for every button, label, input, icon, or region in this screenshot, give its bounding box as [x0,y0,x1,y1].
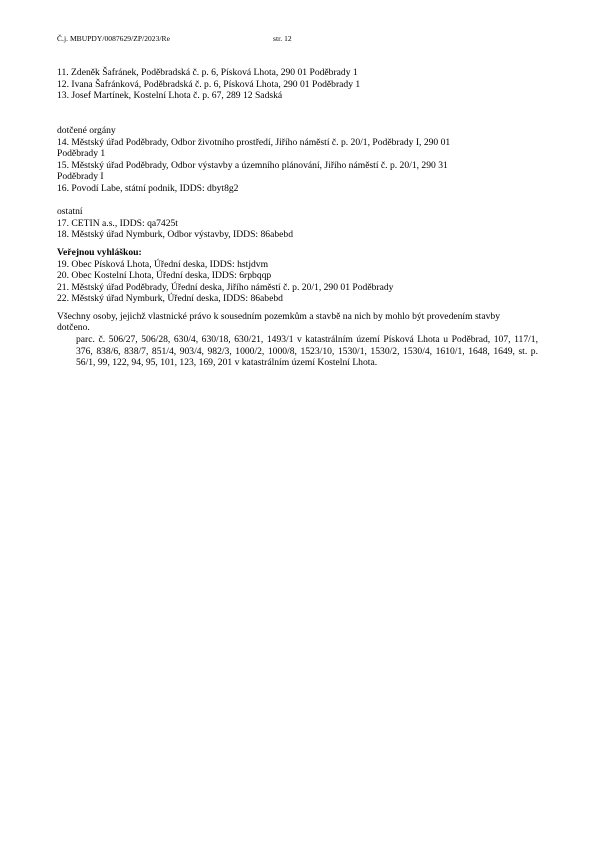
section-title: Veřejnou vyhláškou: [57,246,142,258]
document-reference: Č.j. MBUPDY/0087629/ZP/2023/Re [57,34,170,43]
recipient-group-dotcene [57,125,538,195]
recipient-line: 16. Povodí Labe, státní podnik, IDDS: dbyt8g2 [57,182,239,194]
parcel-list: parc. č. 506/27, 506/28, 630/4, 630/18, 630/21, 1493/1 v katastrálním území Písková Lhota u Poděbrad, 107, 117/1, 376, 838/6, 838/7, 851/4, 903/4, 982/3, 1000/2, 1000/8, 1523/10, 1530/1, 1530/2, 1530/4, 1610/1, 1648, 1649, st. p. 56/1, 99, 122, 94, 95, 101, 123, 169, 201 v katastrálním území Kostelní Lhota. [76,334,538,369]
recipient-group-ostatni [57,206,538,241]
recipient-line: 21. Městský úřad Poděbrady, Úřední deska, Jiřího náměstí č. p. 20/1, 290 01 Poděbrady [57,281,394,293]
recipient-line: 11. Zdeněk Šafránek, Poděbradská č. p. 6, Písková Lhota, 290 01 Poděbrady 1 [57,67,358,78]
recipient-group-verejnou [57,247,538,305]
recipient-line: Poděbrady 1 [57,148,106,160]
recipient-line: 14. Městský úřad Poděbrady, Odbor životního prostředí, Jiřího náměstí č. p. 20/1, Poděbrady I, 290 01 [57,136,451,148]
recipient-line: 19. Obec Písková Lhota, Úřední deska, IDDS: hstjdvm [57,258,269,270]
section-title: ostatní [57,206,83,218]
recipient-line: 15. Městský úřad Poděbrady, Odbor výstavby a územního plánování, Jiřího náměstí č. p. 20/1, 290 31 [57,159,448,171]
section-title: dotčené orgány [57,124,116,136]
recipient-line: 20. Obec Kostelní Lhota, Úřední deska, IDDS: 6rpbqqp [57,270,272,282]
closing-section [57,311,538,369]
recipient-line: 22. Městský úřad Nymburk, Úřední deska, IDDS: 86abebd [57,293,283,305]
recipient-line: 12. Ivana Šafránková, Poděbradská č. p. 6, Písková Lhota, 290 01 Poděbrady 1 [57,78,361,90]
closing-paragraph: Všechny osoby, jejichž vlastnické právo k sousedním pozemkům a stavbě na nich by mohlo být provedením stavby dotčeno. [57,310,500,334]
recipient-list [57,67,538,369]
page-number: str. 12 [273,34,292,43]
recipient-line: 17. CETIN a.s., IDDS: qa7425t [57,217,178,229]
recipient-group-participants [57,67,538,102]
recipient-line: 13. Josef Martínek, Kostelní Lhota č. p. 67, 289 12 Sadská [57,90,283,102]
recipient-line: 18. Městský úřad Nymburk, Odbor výstavby, IDDS: 86abebd [57,229,293,241]
recipient-line: Poděbrady I [57,171,104,183]
